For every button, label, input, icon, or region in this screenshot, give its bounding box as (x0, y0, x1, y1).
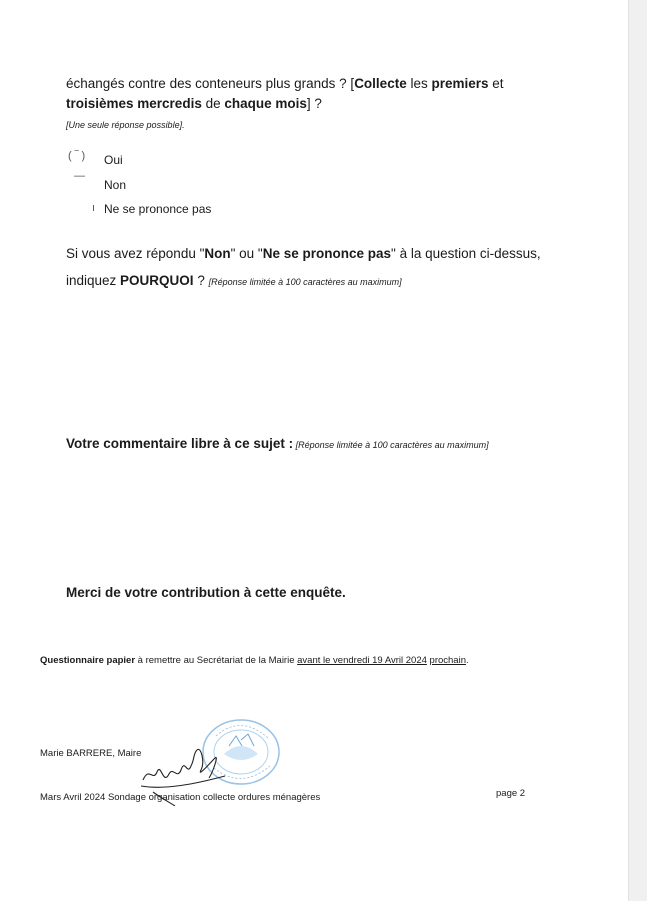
return-notice-prochain: prochain (429, 655, 466, 666)
followup-text: " ou " (230, 246, 263, 261)
radio-nspp[interactable]: ı (92, 202, 96, 214)
return-notice-deadline: avant le vendredi 19 Avril 2024 (297, 655, 427, 666)
thanks-text: Merci de votre contribution à cette enquête. (66, 585, 346, 600)
page-number: page 2 (496, 788, 526, 799)
return-notice-text: à remettre au Secrétariat de la Mairie (135, 655, 298, 666)
option-non[interactable]: Non (104, 178, 127, 192)
question-bold-premiers: premiers (431, 76, 489, 91)
return-notice-bold: Questionnaire papier (40, 655, 136, 666)
followup-line-1 (66, 245, 541, 263)
followup-note: [Réponse limitée à 100 caractères au maximum] (208, 277, 402, 287)
followup-bold-nspp: Ne se prononce pas (262, 246, 392, 261)
followup-text: " à la question ci-dessus, (391, 246, 541, 261)
question-bold-mercredis: troisièmes mercredis (66, 96, 202, 111)
return-notice (40, 655, 469, 666)
signatory-name: Marie BARRERE, Maire (40, 748, 142, 759)
viewer-margin (628, 0, 647, 901)
question-text: de (201, 96, 225, 111)
question-text: et (488, 76, 504, 91)
followup-line-2 (66, 272, 402, 291)
question-line-1 (66, 75, 504, 93)
followup-text: ? (193, 273, 209, 288)
followup-text: indiquez (66, 273, 121, 288)
option-ne-se-prononce-pas[interactable]: Ne se prononce pas (104, 202, 212, 216)
question-text: échangés contre des conteneurs plus grands ? [ (66, 76, 355, 91)
question-text: les (406, 76, 432, 91)
question-text: ] ? (306, 96, 322, 111)
followup-bold-non: Non (204, 246, 231, 261)
comment-label: Votre commentaire libre à ce sujet : (66, 436, 294, 451)
option-oui[interactable]: Oui (104, 153, 123, 167)
footer-left: Mars Avril 2024 Sondage organisation collecte ordures ménagères (40, 792, 321, 803)
radio-non[interactable]: — (74, 170, 85, 182)
followup-text: Si vous avez répondu " (66, 246, 205, 261)
comment-note: [Réponse limitée à 100 caractères au maximum] (293, 440, 489, 450)
followup-bold-pourquoi: POURQUOI (120, 273, 194, 288)
comment-line (66, 435, 489, 453)
question-bold-collecte: Collecte (354, 76, 407, 91)
question-line-2 (66, 95, 322, 113)
question-note: [Une seule réponse possible]. (66, 120, 185, 130)
radio-oui[interactable]: ( ‾ ) (68, 150, 86, 162)
question-bold-mois: chaque mois (224, 96, 307, 111)
return-notice-period: . (465, 655, 469, 666)
